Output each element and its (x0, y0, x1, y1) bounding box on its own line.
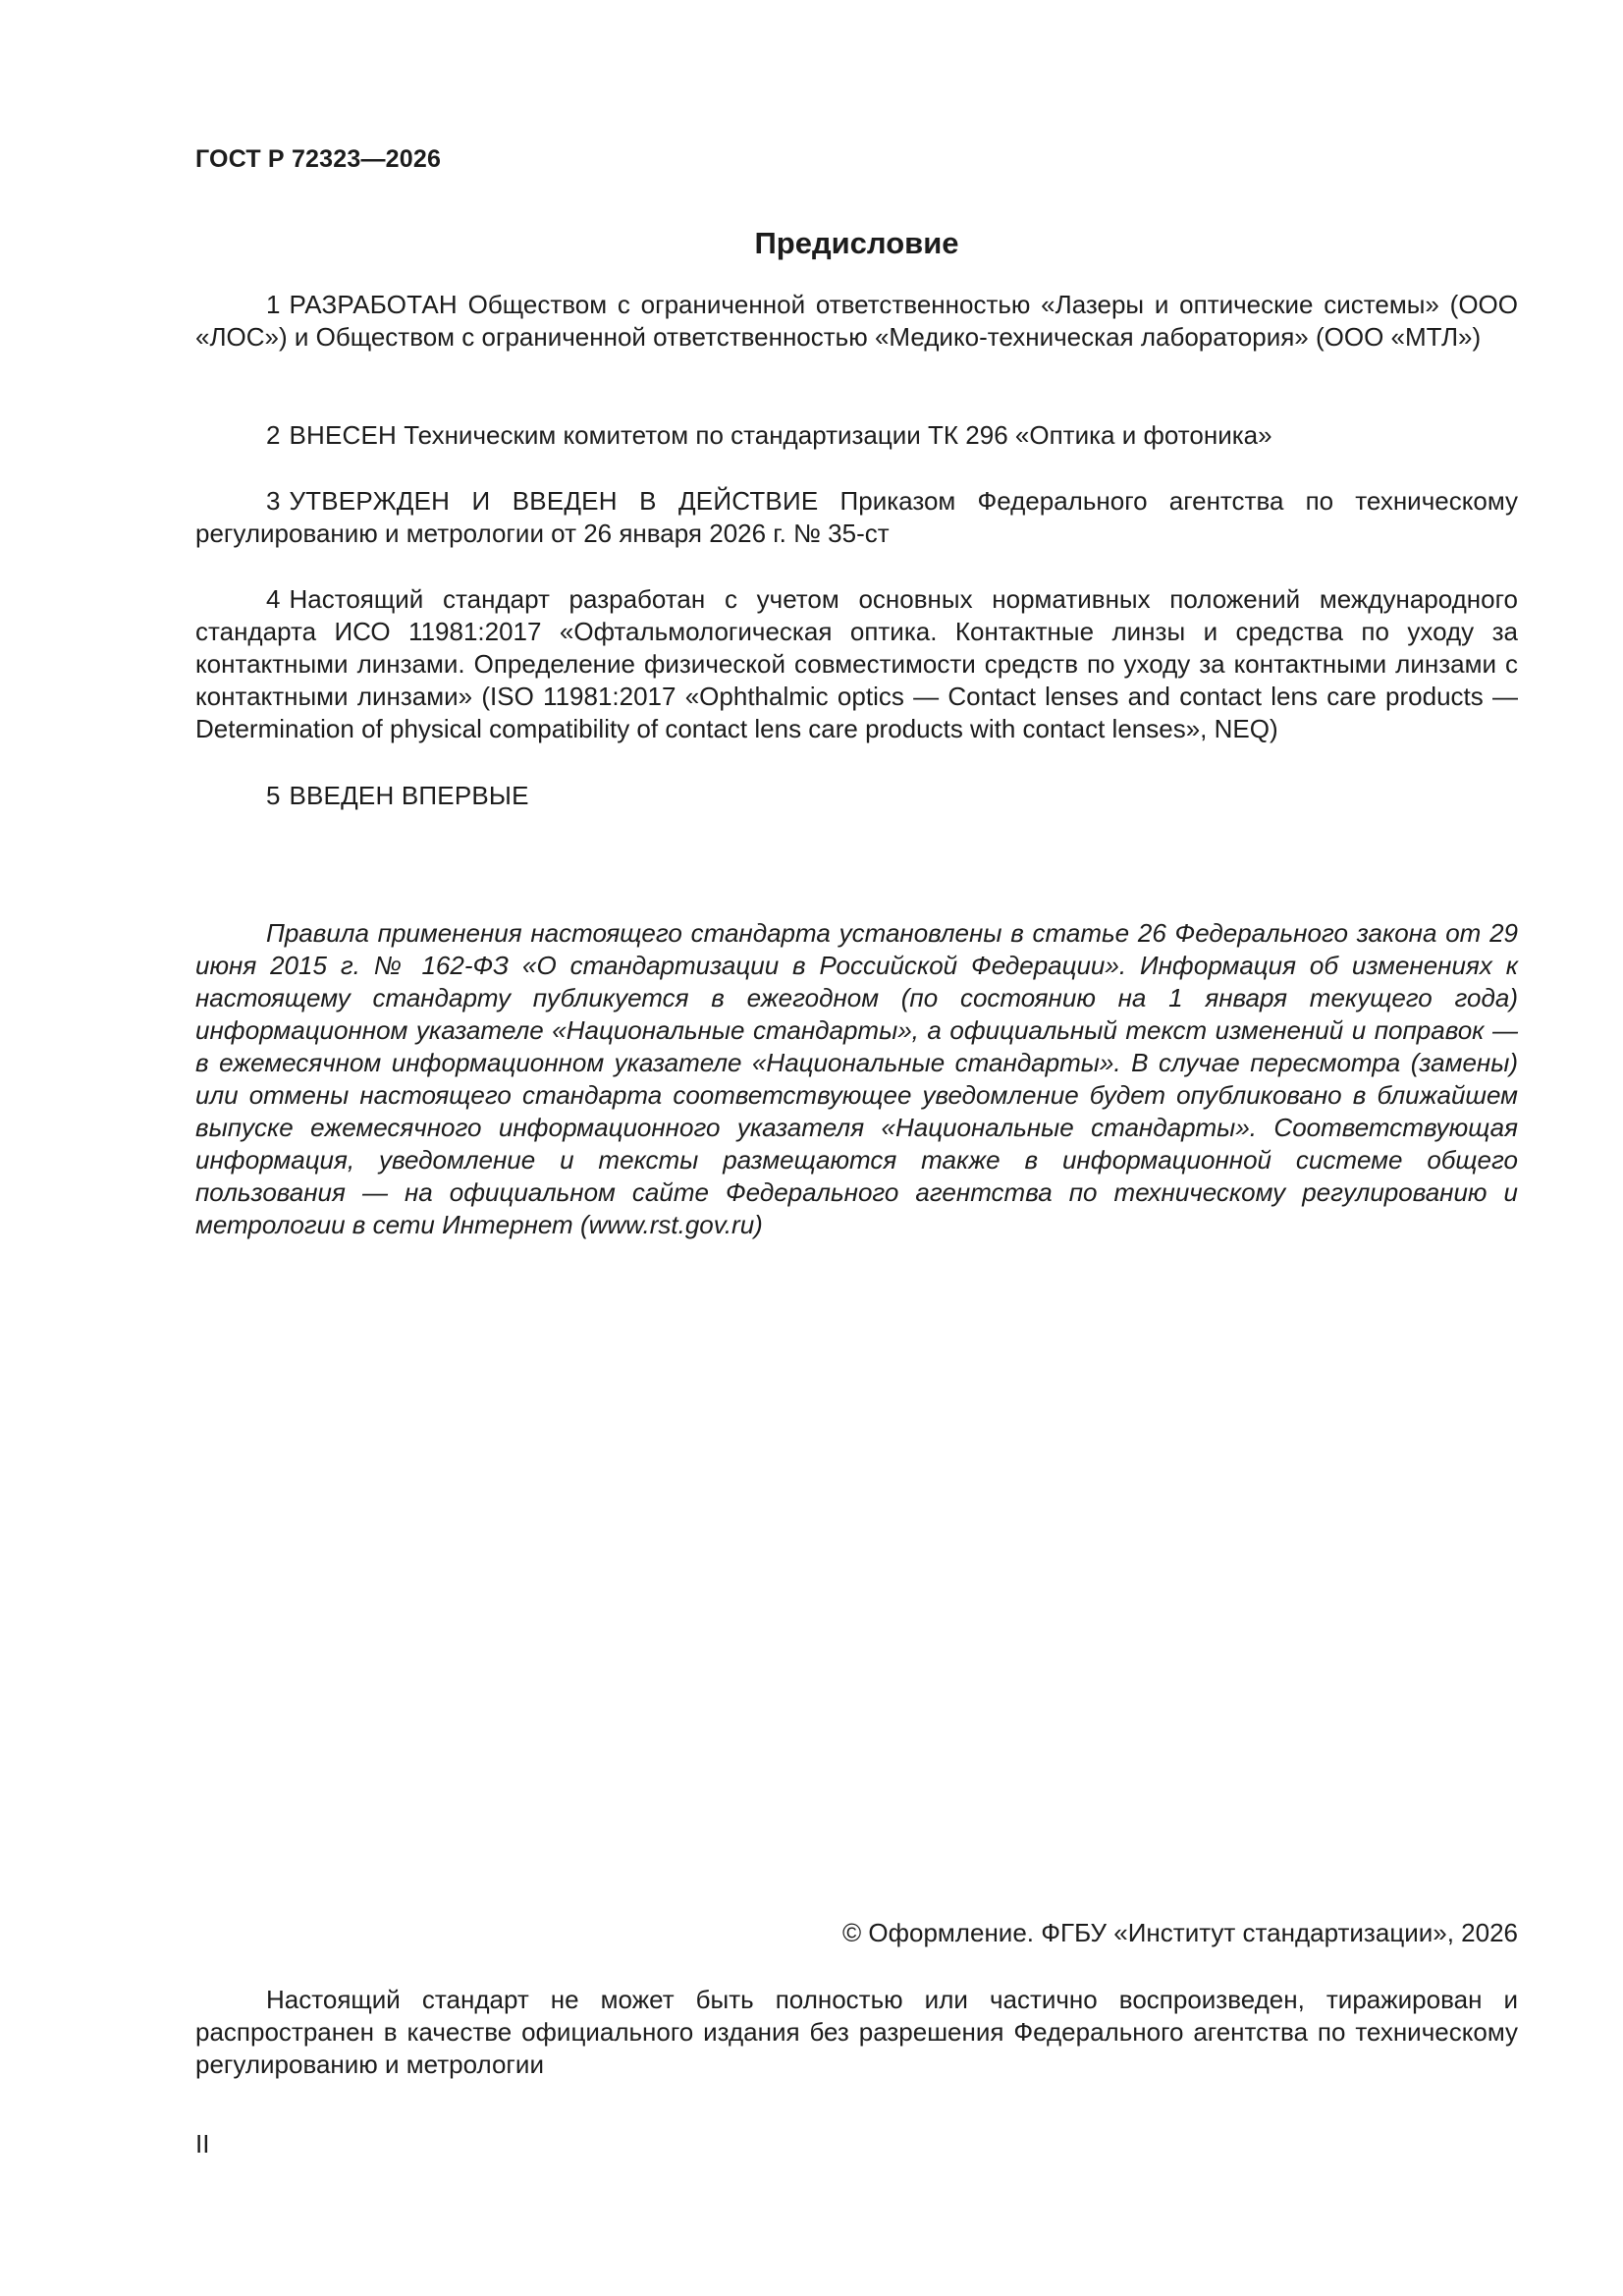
foreword-item-5 (195, 780, 1518, 812)
item-lead: РАЗРАБОТАН (289, 290, 458, 319)
item-number: 2 (266, 420, 281, 450)
item-lead: ВНЕСЕН (289, 420, 398, 450)
document-id: ГОСТ Р 72323—2026 (195, 145, 442, 173)
item-number: 4 (266, 584, 281, 614)
item-text: Обществом с ограниченной ответственностью «Лазеры и оптические системы» (ООО «ЛОС») и Обществом с ограниченной ответственностью «Медико-техническая лаборатория» (ООО «МТЛ») (195, 290, 1518, 352)
item-text: Настоящий стандарт разработан с учетом основных нормативных положений международного стандарта ИСО 11981:2017 «Офтальмологическая оптика. Контактные линзы и средства по уходу за контактными линзами. Определение физической совместимости средств по уходу за контактными линзами с контактными линзами» (ISO 11981:2017 «Ophthalmic optics — Contact lenses and contact lens care products — Determination of physical compatibility of contact lens care products with contact lenses», NEQ) (195, 584, 1518, 743)
page-title: Предисловие (754, 226, 959, 260)
item-lead: УТВЕРЖДЕН И ВВЕДЕН В ДЕЙСТВИЕ (289, 486, 819, 516)
copyright-note: Настоящий стандарт не может быть полностью или частично воспроизведен, тиражирован и распространен в качестве официального издания без разрешения Федерального агентства по техническому регулированию и метрологии (195, 1985, 1518, 2079)
item-lead: ВВЕДЕН ВПЕРВЫЕ (289, 781, 529, 810)
rules-notice: Правила применения настоящего стандарта установлены в статье 26 Федерального закона от 29 июня 2015 г. № 162-ФЗ «О стандартизации в Российской Федерации». Информация об изменениях к настоящему стандарту публикуется в ежегодном (по состоянию на 1 января текущего года) информационном указателе «Национальные стандарты», а официальный текст изменений и поправок — в ежемесячном информационном указателе «Национальные стандарты». В случае пересмотра (замены) или отмены настоящего стандарта соответствующее уведомление будет опубликовано в ближайшем выпуске ежемесячного информационного указателя «Национальные стандарты». Соответствующая информация, уведомление и тексты размещаются также в информационной системе общего пользования — на официальном сайте Федерального агентства по техническому регулированию и метрологии в сети Интернет (www.rst.gov.ru) (195, 918, 1518, 1239)
foreword-item-4 (195, 583, 1518, 745)
copyright-line: © Оформление. ФГБУ «Институт стандартизации», 2026 (842, 1918, 1518, 1947)
item-number: 3 (266, 486, 281, 516)
foreword-item-1 (195, 289, 1518, 354)
item-number: 5 (266, 781, 281, 810)
foreword-item-3 (195, 485, 1518, 550)
page-number: II (195, 2129, 210, 2159)
item-text: Техническим комитетом по стандартизации ТК 296 «Оптика и фотоника» (397, 420, 1272, 450)
foreword-item-2 (195, 419, 1518, 452)
item-text: Приказом Федерального агентства по техническому регулированию и метрологии от 26 января 2026 г. № 35-ст (195, 486, 1518, 548)
item-number: 1 (266, 290, 281, 319)
